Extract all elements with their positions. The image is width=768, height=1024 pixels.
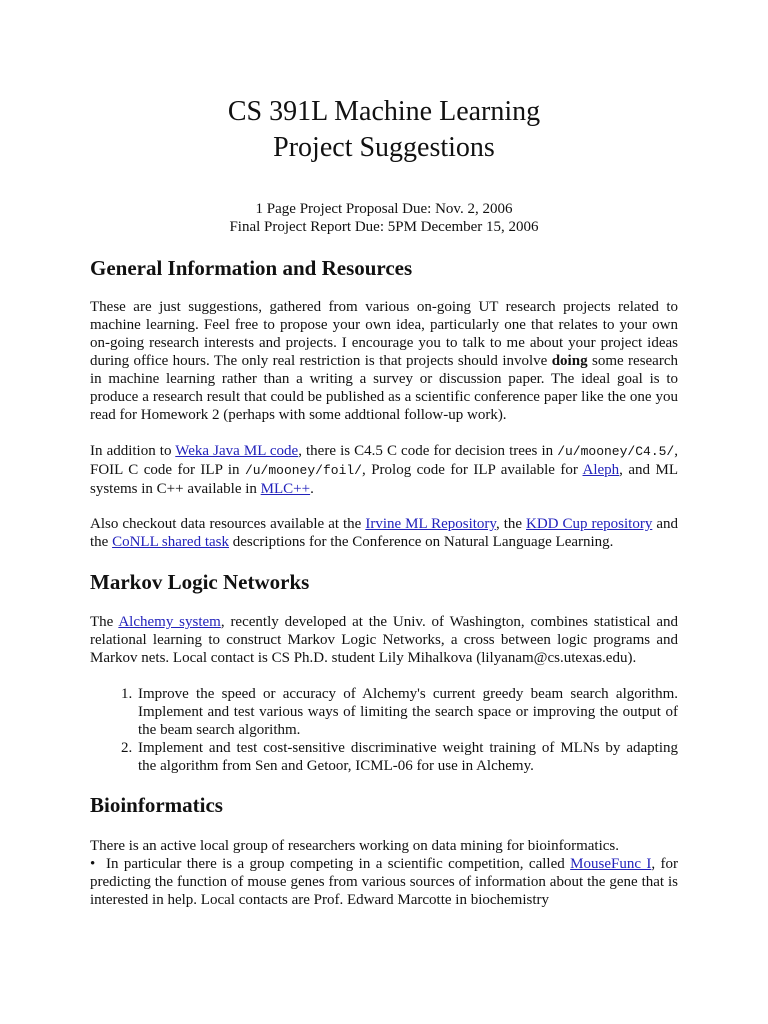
proposal-due-date: 1 Page Project Proposal Due: Nov. 2, 2006 — [255, 201, 513, 217]
code-text-6: . — [310, 481, 314, 497]
markov-text-1: The — [90, 614, 119, 630]
final-report-due-date: Final Project Report Due: 5PM December 15, 2006 — [229, 219, 539, 235]
code-text-5: , and ML systems in C++ available in — [90, 462, 678, 497]
irvine-repository-link[interactable]: Irvine ML Repository — [365, 516, 496, 532]
aleph-link[interactable]: Aleph — [582, 462, 620, 478]
list-item: 2. Implement and test cost-sensitive discriminative weight training of MLNs by adapting the algorithm from Sen and Getoor, ICML-06 for use in Alchemy. — [136, 739, 678, 775]
code-resources-paragraph — [90, 442, 678, 498]
alchemy-link[interactable]: Alchemy system — [118, 614, 221, 630]
markov-project-list — [90, 685, 678, 775]
foil-path: /u/mooney/foil/ — [244, 463, 362, 478]
markov-intro-paragraph — [90, 613, 678, 667]
code-text-1: In addition to — [90, 443, 176, 459]
data-resources-paragraph — [90, 515, 678, 551]
bio-text-1: In particular there is a group competing in a scientific competition, called — [106, 856, 571, 872]
bio-intro-paragraph: There is an active local group of researchers working on data mining for bioinformatics. — [90, 838, 619, 854]
general-intro-paragraph — [90, 298, 678, 424]
mlc-link[interactable]: MLC++ — [260, 481, 311, 497]
doc-title-line1: CS 391L Machine Learning — [227, 96, 541, 127]
data-text-3: and the — [90, 516, 678, 550]
section-heading-markov: Markov Logic Networks — [90, 570, 310, 594]
data-text-4: descriptions for the Conference on Natural Language Learning. — [229, 534, 614, 550]
data-text-1: Also checkout data resources available at the — [90, 516, 366, 532]
general-intro-bold: doing — [551, 353, 588, 369]
code-text-4: , Prolog code for ILP available for — [361, 462, 583, 478]
markov-text-2: , recently developed at the Univ. of Washington, combines statistical and relational learning to construct Markov Logic Networks, a cross between logic programs and Markov nets. Local contact is CS Ph.D. student Lily Mihalkova (lilyanam@cs.utexas.edu). — [90, 614, 678, 666]
section-heading-general: General Information and Resources — [90, 256, 413, 280]
mousefunc-link[interactable]: MouseFunc I — [570, 856, 652, 872]
conll-link[interactable]: CoNLL shared task — [112, 534, 229, 550]
kdd-cup-link[interactable]: KDD Cup repository — [526, 516, 653, 532]
bio-text-2: , for predicting the function of mouse genes from various sources of information about the gene that is interested in help. Local contacts are Prof. Edward Marcotte in biochemistry — [90, 856, 679, 908]
list-item: 1. Improve the speed or accuracy of Alchemy's current greedy beam search algorithm. Implement and test various ways of limiting the search space or improving the output of the beam search algorithm. — [136, 685, 678, 739]
bullet-icon: • — [90, 856, 96, 872]
data-text-2: , the — [495, 516, 527, 532]
section-heading-bio: Bioinformatics — [90, 793, 223, 817]
general-intro-text-b: some research in machine learning rather than a writing a survey or discussion paper. The ideal goal is to produce a research result that could be published as a scientific conference paper like the one you read for Homework 2 (perhaps with some addtional follow-up work). — [90, 353, 678, 423]
c45-path: /u/mooney/C4.5/ — [557, 444, 675, 459]
code-text-3: , FOIL C code for ILP in — [90, 443, 678, 478]
weka-link[interactable]: Weka Java ML code — [175, 443, 299, 459]
bio-bullet-paragraph — [90, 855, 678, 909]
doc-title-line2: Project Suggestions — [273, 132, 495, 163]
general-intro-text-a: These are just suggestions, gathered from various on-going UT research projects related to machine learning. Feel free to propose your own idea, particularly one that relates to your own on-going research interests and projects. I encourage you to talk to me about your project ideas during office hours. The only real restriction is that projects should involve — [90, 299, 678, 369]
code-text-2: , there is C4.5 C code for decision trees in — [298, 443, 558, 459]
